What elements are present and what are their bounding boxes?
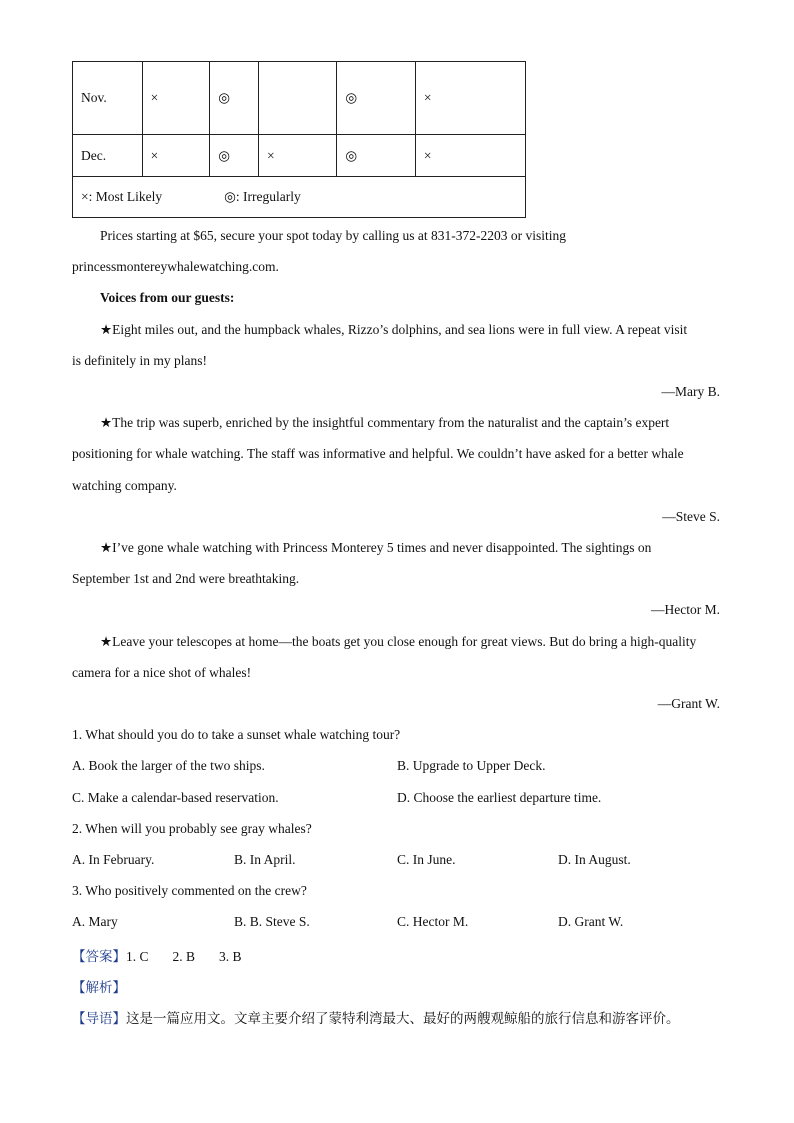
question-stem: 1. What should you do to take a sunset whale watching tour? — [72, 727, 401, 742]
legend-cell — [73, 177, 526, 218]
review-line: ★I’ve gone whale watching with Princess Monterey 5 times and never disappointed. The sightings on — [100, 540, 652, 555]
question-option: D. In August. — [558, 852, 631, 867]
question-option: C. Hector M. — [397, 914, 469, 929]
voices-heading: Voices from our guests: — [100, 290, 235, 305]
table-row — [73, 62, 526, 135]
review-line: positioning for whale watching. The staff was informative and helpful. We couldn’t have asked for a better whale — [72, 446, 684, 461]
answer-line — [72, 945, 242, 965]
table-legend-row — [73, 177, 526, 218]
review-line: ★Leave your telescopes at home—the boats get you close enough for great views. But do bring a high-quality — [100, 634, 697, 649]
month-cell: Dec. — [73, 135, 143, 177]
question-option: B. B. Steve S. — [234, 914, 310, 929]
review-author: —Hector M. — [651, 602, 720, 617]
answer-tag: 【答案】 — [72, 949, 126, 965]
sighting-cell — [258, 62, 336, 135]
sighting-cell: × — [258, 135, 336, 177]
prices-line-2: princessmontereywhalewatching.com. — [72, 259, 279, 274]
review-line: is definitely in my plans! — [72, 353, 207, 368]
sighting-cell: ◎ — [210, 62, 259, 135]
answer-item: 3. B — [219, 949, 242, 964]
guide-tag: 【导语】 — [72, 1011, 126, 1027]
legend-x-symbol: × — [81, 189, 89, 204]
question-option: A. In February. — [72, 852, 155, 867]
legend-o-symbol: ◎ — [224, 189, 236, 204]
prices-line-1: Prices starting at $65, secure your spot today by calling us at 831-372-2203 or visiting — [100, 228, 567, 243]
review-line: ★The trip was superb, enriched by the insightful commentary from the naturalist and the captain’s expert — [100, 415, 670, 430]
question-option: C. Make a calendar-based reservation. — [72, 790, 279, 805]
question-stem: 3. Who positively commented on the crew? — [72, 883, 307, 898]
question-option: C. In June. — [397, 852, 456, 867]
review-author: —Grant W. — [657, 696, 720, 711]
answer-item: 1. C — [126, 949, 149, 964]
question-option: D. Choose the earliest departure time. — [397, 790, 602, 805]
legend-x-text: : Most Likely — [88, 189, 163, 204]
table-row — [73, 135, 526, 177]
review-author: —Steve S. — [662, 509, 720, 524]
sighting-cell: ◎ — [210, 135, 259, 177]
question-option: B. In April. — [234, 852, 296, 867]
guide-line — [72, 1007, 680, 1027]
review-line: ★Eight miles out, and the humpback whales, Rizzo’s dolphins, and sea lions were in full view. A repeat visit — [100, 322, 688, 337]
sighting-cell: × — [415, 62, 525, 135]
sighting-cell: ◎ — [337, 62, 415, 135]
answer-item: 2. B — [172, 949, 196, 964]
question-option: B. Upgrade to Upper Deck. — [397, 758, 546, 773]
month-cell: Nov. — [73, 62, 143, 135]
question-option: D. Grant W. — [558, 914, 624, 929]
question-option: A. Mary — [72, 914, 118, 929]
review-line: watching company. — [72, 478, 177, 493]
legend-o-text: : Irregularly — [235, 189, 301, 204]
sighting-cell: ◎ — [337, 135, 415, 177]
review-author: —Mary B. — [661, 384, 720, 399]
guide-text: 这是一篇应用文。文章主要介绍了蒙特利湾最大、最好的两艘观鲸船的旅行信息和游客评价。 — [126, 1011, 680, 1027]
review-line: September 1st and 2nd were breathtaking. — [72, 571, 300, 586]
whale-sighting-table — [72, 61, 526, 218]
review-line: camera for a nice shot of whales! — [72, 665, 252, 680]
sighting-cell: × — [142, 62, 210, 135]
question-option: A. Book the larger of the two ships. — [72, 758, 265, 773]
sighting-cell: × — [415, 135, 525, 177]
analysis-tag: 【解析】 — [72, 980, 126, 996]
sighting-cell: × — [142, 135, 210, 177]
question-stem: 2. When will you probably see gray whales? — [72, 821, 312, 836]
